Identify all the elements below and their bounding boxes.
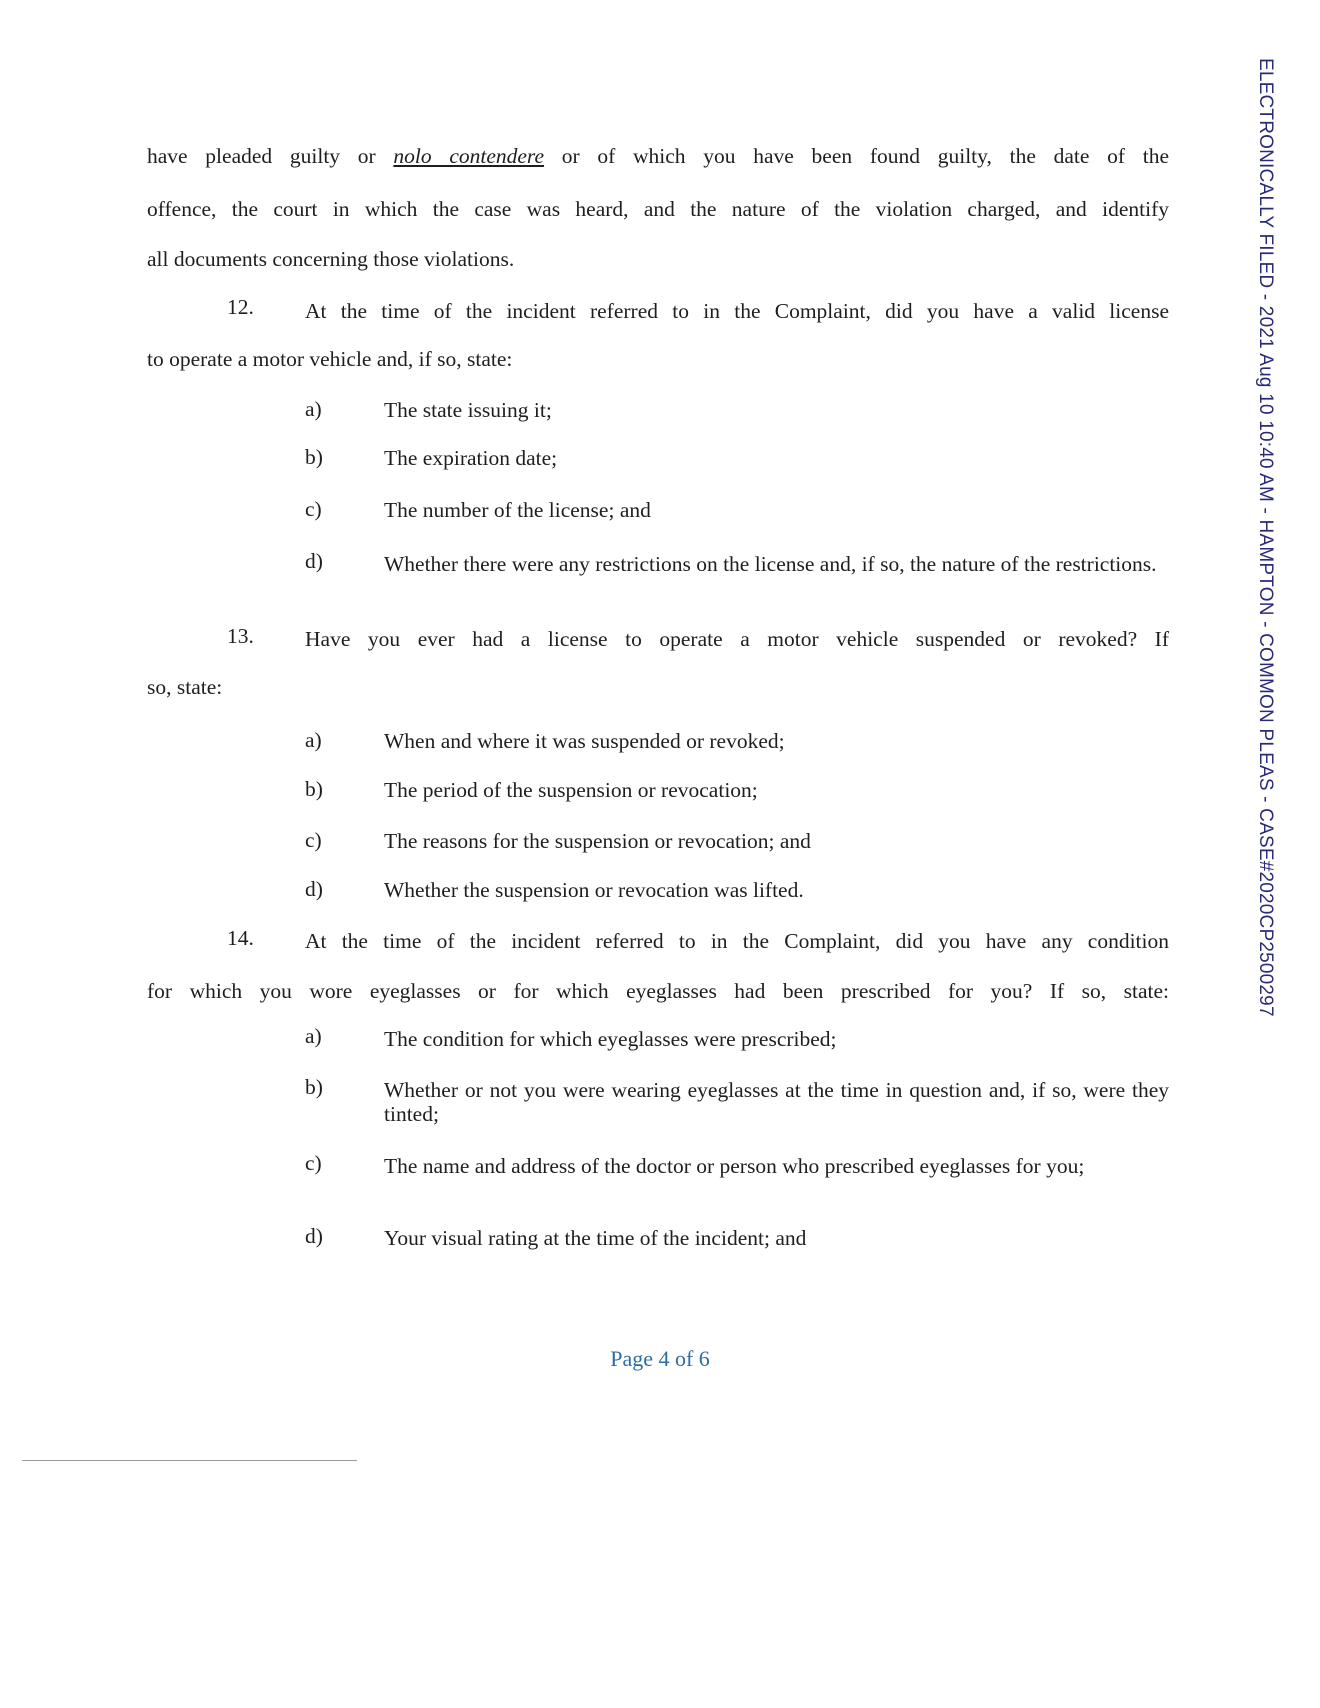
intro-text: or of which you have been found guilty, the date of the [544,144,1169,168]
paragraph-continuation: to operate a motor vehicle and, if so, state: [147,347,513,371]
item-text: Your visual rating at the time of the incident; and [384,1226,807,1250]
nolo-contendere-term: nolo contendere [393,144,545,168]
divider-line [22,1460,357,1461]
paragraph-first-line: At the time of the incident referred to in the Complaint, did you have a valid license [305,299,1169,323]
paragraph-number: 14. [227,926,254,950]
paragraph-first-line: Have you ever had a license to operate a motor vehicle suspended or revoked? If [305,627,1169,651]
item-letter: a) [305,397,322,421]
item-letter: c) [305,828,322,852]
item-text: The expiration date; [384,446,558,470]
item-letter: d) [305,549,323,573]
item-letter: b) [305,1075,323,1099]
page-number-footer: Page 4 of 6 [610,1346,710,1371]
item-text: The number of the license; and [384,498,651,522]
item-text: The reasons for the suspension or revocation; and [384,829,811,853]
intro-line-1 [147,143,1169,169]
item-letter: b) [305,777,323,801]
intro-line-2: offence, the court in which the case was heard, and the nature of the violation charged, and identify [147,197,1169,221]
item-text: The condition for which eyeglasses were prescribed; [384,1027,837,1051]
filing-stamp: ELECTRONICALLY FILED - 2021 Aug 10 10:40 AM - HAMPTON - COMMON PLEAS - CASE#2020CP2500297 [1255,58,1276,1017]
paragraph-continuation: so, state: [147,675,223,699]
item-text: The state issuing it; [384,398,552,422]
item-letter: d) [305,1224,323,1248]
item-text: The period of the suspension or revocation; [384,778,758,802]
item-letter: c) [305,1151,322,1175]
item-letter: d) [305,877,323,901]
intro-line-3: all documents concerning those violations. [147,247,515,271]
item-text: Whether the suspension or revocation was lifted. [384,878,804,902]
item-letter: a) [305,1024,322,1048]
item-text: The name and address of the doctor or person who prescribed eyeglasses for you; [384,1154,1085,1178]
paragraph-first-line: At the time of the incident referred to in the Complaint, did you have any condition [305,929,1169,953]
intro-text: have pleaded guilty or [147,144,394,168]
item-letter: b) [305,445,323,469]
paragraph-continuation: for which you wore eyeglasses or for which eyeglasses had been prescribed for you? If so, state: [147,979,1169,1003]
item-letter: c) [305,497,322,521]
paragraph-number: 13. [227,624,254,648]
item-letter: a) [305,728,322,752]
item-text: When and where it was suspended or revoked; [384,729,785,753]
item-text: Whether or not you were wearing eyeglasses at the time in question and, if so, were they tinted; [384,1078,1169,1126]
item-text: Whether there were any restrictions on the license and, if so, the nature of the restrictions. [384,552,1157,576]
paragraph-number: 12. [227,295,254,319]
